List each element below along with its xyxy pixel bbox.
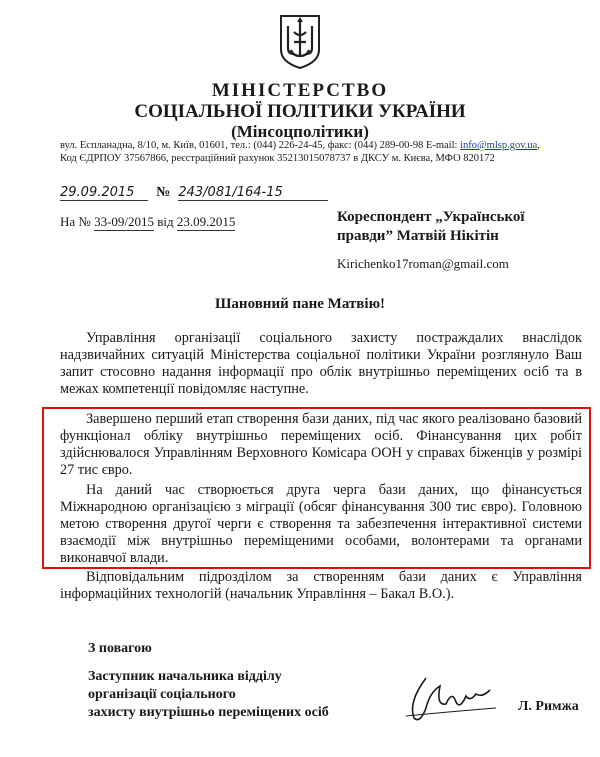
position-line1: Заступник начальника відділу xyxy=(88,669,282,684)
ref-prefix: На № xyxy=(60,214,91,229)
salutation: Шановний пане Матвію! xyxy=(214,296,386,312)
paragraph-2: Завершено перший етап створення бази даних, під час якого реалізовано базовий функціонал обліку внутрішньо переміщених осіб. Фінансування цих робіт здійснювалося Управлінням Верховного Комісара ООН у справах біженців у розмірі 27 тис євро. xyxy=(60,411,582,478)
address-text: вул. Еспланадна, 8/10, м. Київ, 01601, тел.: (044) 226-24-45, факс: (044) 289-00-98 E-mail: xyxy=(60,140,461,151)
recipient-email: Kirichenko17roman@gmail.com xyxy=(337,256,509,271)
highlight-box xyxy=(42,407,591,569)
number-label: № xyxy=(156,185,171,200)
registration-date: 29.09.2015 xyxy=(60,185,148,201)
paragraph-4: Відповідальним підрозділом за створенням бази даних є Управління інформаційних технологій (начальник Управління – Бакал В.О.). xyxy=(60,569,582,602)
position-line3: захисту внутрішньо переміщених осіб xyxy=(88,705,329,720)
paragraph-1: Управління організації соціального захисту постраждалих внаслідок надзвичайних ситуацій Міністерства соціальної політики України розглянуло Ваш запит стосовно надання інформації про облік внутрішньо переміщених осіб та в межах компетенції повідомляє наступне. xyxy=(60,330,582,397)
ministry-address-line1 xyxy=(60,139,580,152)
reference-line xyxy=(60,214,235,231)
address-punct: , xyxy=(537,140,540,151)
closing-regards: З повагою xyxy=(88,641,152,656)
recipient-line1: Кореспондент „Української xyxy=(337,209,525,225)
ref-number: 33-09/2015 xyxy=(94,214,155,229)
ministry-title-line1: МІНІСТЕРСТВО xyxy=(211,80,389,101)
ministry-email-link[interactable]: info@mlsp.gov.ua xyxy=(460,140,538,151)
ref-from: від xyxy=(157,214,174,229)
ministry-address-line2: Код ЄДРПОУ 37567866, реєстраційний рахунок 35213015078737 в ДКСУ м. Києва, МФО 820172 xyxy=(60,153,495,164)
ref-date: 23.09.2015 xyxy=(176,214,236,229)
trident-emblem xyxy=(277,12,323,70)
ministry-title-line2: СОЦІАЛЬНОЇ ПОЛІТИКИ УКРАЇНИ xyxy=(134,101,466,122)
registration-number: 243/081/164-15 xyxy=(178,185,328,201)
registration-line xyxy=(60,185,328,201)
signature-mark xyxy=(396,668,506,728)
position-line2: організації соціального xyxy=(88,687,236,702)
ministry-title-line3: (Мінсоцполітики) xyxy=(231,122,369,141)
recipient-line2: правди” Матвій Нікітін xyxy=(337,228,499,244)
paragraph-3: На даний час створюється друга черга бази даних, що фінансується Міжнародною організацією з міграції (обсяг фінансування 300 тис євро). Головною метою створення другої черги є створення та забезпечення інтерактивної системи взаємодії між внутрішньо переміщеними особами, волонтерами та органами виконавчої влади. xyxy=(60,482,582,566)
signer-name: Л. Римжа xyxy=(518,699,579,714)
